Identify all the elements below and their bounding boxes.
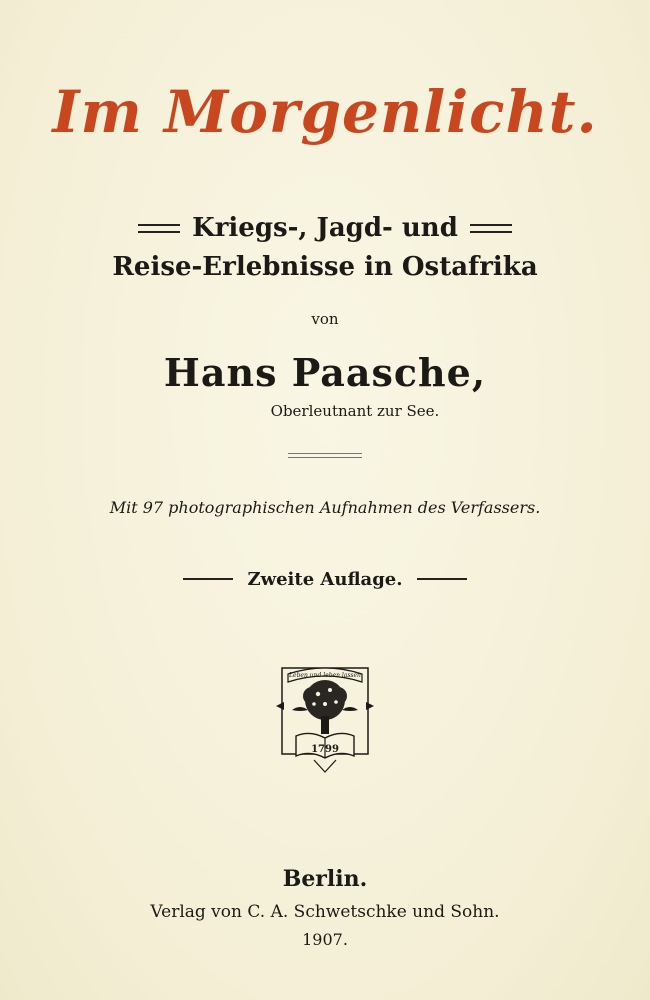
ornamental-separator — [0, 453, 650, 461]
right-double-rule — [470, 224, 512, 233]
author-name: Hans Paasche, — [163, 350, 487, 395]
edition-label: Zweite Auflage. — [247, 568, 403, 590]
right-rule — [417, 578, 467, 580]
author-rank: Oberleutnant zur See. — [270, 402, 440, 420]
imprint-city: Berlin. — [282, 866, 368, 892]
tree-emblem-icon — [270, 660, 380, 780]
edition-row — [0, 568, 650, 590]
by-label: von — [311, 310, 339, 328]
imprint-year: 1907. — [302, 930, 348, 949]
subtitle-line-1-row — [0, 208, 650, 248]
left-rule — [183, 578, 233, 580]
subtitle-line-1: Kriegs-, Jagd- und — [192, 213, 458, 243]
illustrations-note: Mit 97 photographischen Aufnahmen des Verfassers. — [109, 498, 541, 517]
emblem-motto: Leben und leben lassen — [289, 672, 361, 679]
emblem-year: 1799 — [311, 744, 339, 755]
left-double-rule — [138, 224, 180, 233]
imprint-publisher: Verlag von C. A. Schwetschke und Sohn. — [150, 902, 500, 922]
publisher-emblem — [0, 660, 650, 780]
book-title: Im Morgenlicht. — [52, 78, 598, 146]
subtitle-line-2: Reise-Erlebnisse in Ostafrika — [112, 252, 538, 282]
